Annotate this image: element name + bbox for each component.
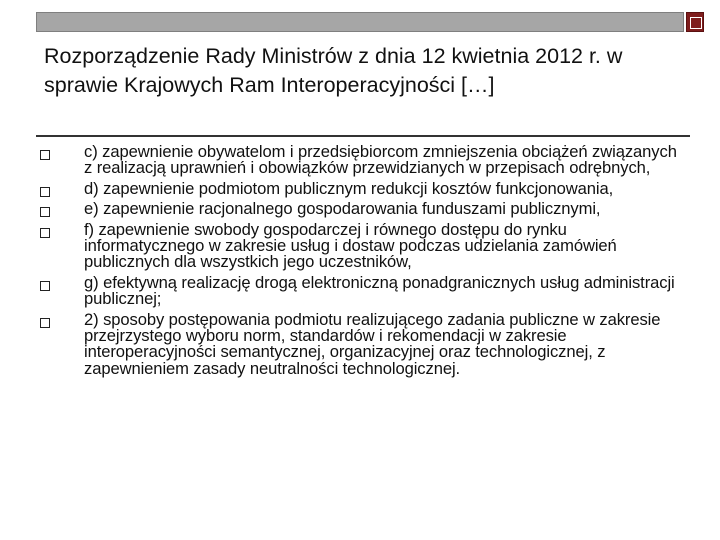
bullet-text: d) zapewnienie podmiotom publicznym redukcji kosztów funkcjonowania, (84, 178, 614, 198)
list-item (36, 309, 686, 378)
bullet-text: c) zapewnienie obywatelom i przedsiębiorcom zmniejszenia obciążeń związanych z realizacją uprawnień i obowiązków przewidzianych w przepisach odrębnych, (84, 142, 677, 178)
bullet-text: g) efektywną realizację drogą elektroniczną ponadgranicznych usług administracji publicznej; (84, 272, 675, 309)
slide-title: Rozporządzenie Rady Ministrów z dnia 12 kwietnia 2012 r. w sprawie Krajowych Ram Interoperacyjności […] (44, 44, 623, 97)
hollow-square-bullet-icon (40, 281, 50, 291)
list-item (36, 178, 686, 198)
header-decor-bar (36, 12, 684, 32)
list-item (36, 272, 686, 309)
hollow-square-bullet-icon (40, 318, 50, 328)
hollow-square-bullet-icon (40, 207, 50, 217)
corner-decor-box (686, 12, 704, 32)
bullet-text: e) zapewnienie racjonalnego gospodarowania funduszami publicznymi, (84, 199, 601, 219)
list-item (36, 219, 686, 272)
hollow-square-bullet-icon (40, 187, 50, 197)
bullet-text: f) zapewnienie swobody gospodarczej i równego dostępu do rynku informatycznego w zakresie usług i dostaw podczas udzielania zamówień publicznych dla wszystkich jego uczestników, (84, 219, 617, 272)
bullet-list (36, 144, 686, 381)
hollow-square-bullet-icon (40, 228, 50, 238)
hollow-square-bullet-icon (40, 150, 50, 160)
bullet-text: 2) sposoby postępowania podmiotu realizującego zadania publiczne w zakresie przejrzystego wyboru norm, standardów i rekomendacji w zakresie interoperacyjności semantycznej, organizacyjnej oraz technologicznej, z zapewnieniem zasady neutralności technologicznej. (84, 309, 661, 378)
list-item (36, 201, 686, 217)
list-item (36, 144, 686, 177)
title-divider (36, 135, 690, 137)
